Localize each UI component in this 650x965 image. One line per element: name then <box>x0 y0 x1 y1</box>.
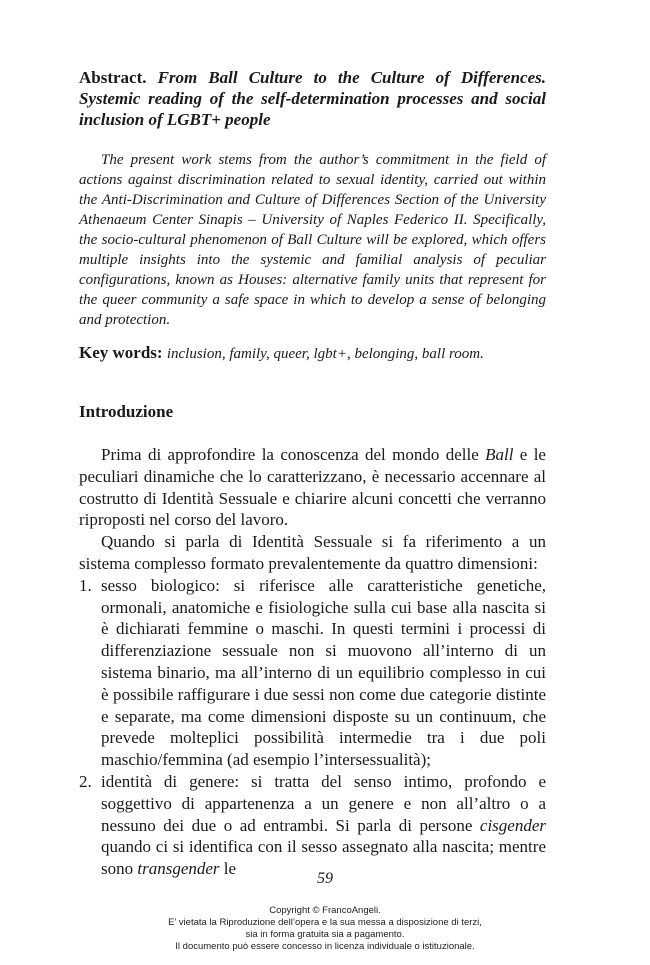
copyright-line: Copyright © FrancoAngeli. <box>269 905 381 916</box>
paragraph-1 <box>79 444 546 531</box>
list-item-cisgender: cisgender <box>479 815 546 835</box>
paragraph-2: Quando si parla di Identità Sessuale si fa riferimento a un sistema complesso formato prevalentemente da quattro dimensioni: <box>79 532 546 573</box>
paragraph-1-ball: Ball <box>485 445 514 464</box>
copyright-line: E’ vietata la Riproduzione dell’opera e la sua messa a disposizione di terzi, <box>168 917 482 928</box>
list-item-text: sesso biologico: si riferisce alle caratteristiche genetiche, ormonali, anatomiche e fisiologiche sulla cui base alla nascita si è dichiarati femmine o maschi. In questi termini i processi di differenziazione sessuale non si muovono all’interno di un sistema binario, ma all’interno di un equilibrio complesso in cui è possibile raffigurare i due sessi non come due categorie distinte e separate, ma come dimensioni disposte su un continuum, che prevede molteplici possibilità intermedie tra i due poli maschio/femmina (ad esempio l’intersessualità); <box>101 575 546 770</box>
abstract-heading <box>79 67 546 130</box>
list-item-transgender: transgender <box>137 859 220 879</box>
list-item-text-c: le <box>219 859 237 879</box>
list-item <box>79 771 546 880</box>
section-body <box>79 444 546 880</box>
list-item-text-b: quando ci si identifica con il sesso assegnato alla nascita; mentre sono <box>101 837 546 879</box>
keywords <box>79 342 546 365</box>
copyright-line: sia in forma gratuita sia a pagamento. <box>245 929 405 940</box>
copyright-line: Il documento può essere concesso in licenza individuale o istituzionale. <box>175 941 475 952</box>
paragraph-1-part-a: Prima di approfondire la conoscenza del mondo delle <box>101 445 486 464</box>
abstract-label: Abstract. <box>79 68 147 87</box>
keywords-label: Key words: <box>79 343 163 362</box>
list-item-number: 2. <box>79 771 92 791</box>
list-item-number: 1. <box>79 575 92 595</box>
page-number: 59 <box>317 870 333 887</box>
copyright-notice <box>0 905 650 953</box>
keywords-text: inclusion, family, queer, lgbt+, belonging, ball room. <box>166 346 484 362</box>
list-item-text-a: identità di genere: si tratta del senso intimo, profondo e soggettivo di appartenenza a un genere e non all’altro o a nessuno dei due o ad entrambi. Si parla di persone <box>101 771 546 835</box>
section-title: Introduzione <box>79 402 174 421</box>
abstract-title: From Ball Culture to the Culture of Differences. Systemic reading of the self-determination processes and social inclusion of LGBT+ people <box>79 68 546 129</box>
dimension-list <box>79 575 546 880</box>
abstract-body: The present work stems from the author’s commitment in the field of actions against discrimination related to sexual identity, carried out within the Anti-Discrimination and Culture of Differences Section of the University Athenaeum Center Sinapis – University of Naples Federico II. Specifically, the socio-cultural phenomenon of Ball Culture will be explored, which offers multiple insights into the systemic and familial analysis of peculiar configurations, known as Houses: alternative family units that represent for the queer community a safe space in which to develop a sense of belonging and protection. <box>79 152 546 328</box>
list-item <box>79 575 546 771</box>
paragraph-1-part-b: e le peculiari dinamiche che lo caratterizzano, è necessario accennare al costrutto di Identità Sessuale e chiarire alcuni concetti che verranno riproposti nel corso del lavoro. <box>79 445 546 530</box>
